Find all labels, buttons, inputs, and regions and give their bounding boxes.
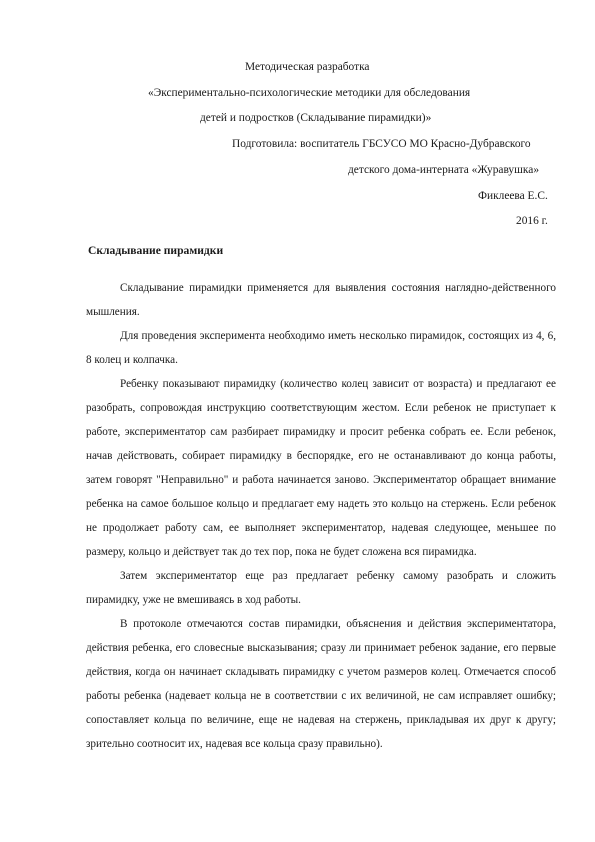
paragraph: Для проведения эксперимента необходимо иметь несколько пирамидок, состоящих из 4, 6, 8 колец и колпачка.: [86, 330, 556, 366]
document-title-line-1: «Экспериментально-психологические методики для обследования: [148, 87, 471, 99]
document-type: Методическая разработка: [245, 61, 370, 73]
section-body: [86, 276, 556, 756]
section-heading: Складывание пирамидки: [88, 244, 224, 257]
paragraph: В протоколе отмечаются состав пирамидки, объяснения и действия экспериментатора, действия ребенка, его словесные высказывания; сразу ли принимает ребенок задание, его первые действия, когда он начинает складывать пирамидку с учетом размеров колец. Отмечается способ работы ребенка (надевает кольца не в соответствии с их величиной, не сам исправляет ошибку; сопоставляет кольца по величине, еще не надевая на стержень, прикладывая их друг к другу; зрительно соотносит их, надевая все кольца сразу правильно).: [86, 618, 556, 750]
author-line-2: детского дома-интерната «Журавушка»: [348, 164, 540, 176]
author-line-1: Подготовила: воспитатель ГБСУСО МО Красно-Дубравского: [232, 138, 531, 150]
paragraph: Ребенку показывают пирамидку (количество колец зависит от возраста) и предлагают ее разобрать, сопровождая инструкцию соответствующим жестом. Если ребенок не приступает к работе, экспериментатор сам разбирает пирамидку и просит ребенка собрать ее. Если ребенок, начав действовать, собирает пирамидку в беспорядке, его не останавливают до конца работы, затем говорят "Неправильно" и работа начинается заново. Экспериментатор обращает внимание ребенка на самое большое кольцо и предлагает ему надеть это кольцо на стержень. Если ребенок не продолжает работу сам, ее выполняет экспериментатор, надевая следующее, меньшее по размеру, кольцо и действует так до тех пор, пока не будет сложена вся пирамидка.: [86, 378, 556, 558]
paragraph: Складывание пирамидки применяется для выявления состояния наглядно-действенного мышления.: [86, 282, 556, 318]
document-title-line-2: детей и подростков (Складывание пирамидки)»: [200, 112, 432, 124]
author-name: Фиклеева Е.С.: [478, 190, 548, 202]
document-year: 2016 г.: [516, 215, 548, 227]
paragraph: Затем экспериментатор еще раз предлагает ребенку самому разобрать и сложить пирамидку, уже не вмешиваясь в ход работы.: [86, 570, 556, 606]
